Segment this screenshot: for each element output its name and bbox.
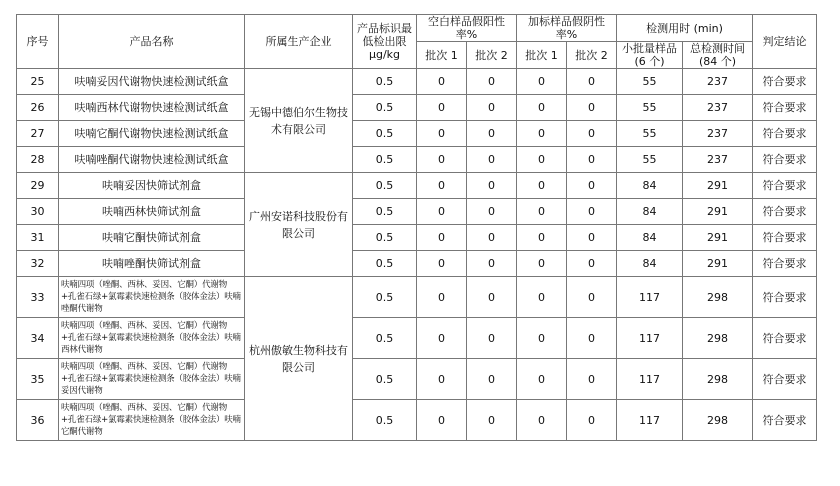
spiked-batch1: 0 xyxy=(517,225,567,251)
spiked-batch1: 0 xyxy=(517,147,567,173)
conclusion: 符合要求 xyxy=(753,251,817,277)
detection-limit: 0.5 xyxy=(353,199,417,225)
table-row xyxy=(17,359,817,400)
spiked-batch2: 0 xyxy=(567,318,617,359)
total-time: 237 xyxy=(683,69,753,95)
total-time: 298 xyxy=(683,359,753,400)
small-batch-time: 117 xyxy=(617,359,683,400)
conclusion: 符合要求 xyxy=(753,95,817,121)
spiked-batch2: 0 xyxy=(567,147,617,173)
spiked-batch2: 0 xyxy=(567,95,617,121)
header-conclusion: 判定结论 xyxy=(753,15,817,69)
detection-limit: 0.5 xyxy=(353,400,417,441)
small-batch-time: 55 xyxy=(617,147,683,173)
spiked-batch2: 0 xyxy=(567,199,617,225)
conclusion: 符合要求 xyxy=(753,199,817,225)
blank-batch1: 0 xyxy=(417,318,467,359)
spiked-batch2: 0 xyxy=(567,400,617,441)
conclusion: 符合要求 xyxy=(753,400,817,441)
product-name: 呋喃四项（唑酮、西林、妥因、它酮）代谢物+孔雀石绿+氯霉素快速检测条（胶体金法）呋喃西林代谢物 xyxy=(59,318,245,359)
blank-batch2: 0 xyxy=(467,199,517,225)
header-spiked-batch1: 批次 1 xyxy=(517,42,567,69)
blank-batch2: 0 xyxy=(467,359,517,400)
blank-batch2: 0 xyxy=(467,69,517,95)
total-time: 291 xyxy=(683,251,753,277)
header-company: 所属生产企业 xyxy=(245,15,353,69)
spiked-batch1: 0 xyxy=(517,69,567,95)
table-row xyxy=(17,251,817,277)
blank-batch1: 0 xyxy=(417,121,467,147)
table-row xyxy=(17,95,817,121)
table-row xyxy=(17,277,817,318)
header-seq: 序号 xyxy=(17,15,59,69)
table-row xyxy=(17,318,817,359)
header-product-name: 产品名称 xyxy=(59,15,245,69)
spiked-batch2: 0 xyxy=(567,277,617,318)
conclusion: 符合要求 xyxy=(753,318,817,359)
blank-batch1: 0 xyxy=(417,277,467,318)
product-name: 呋喃西林代谢物快速检测试纸盒 xyxy=(59,95,245,121)
product-name: 呋喃唑酮代谢物快速检测试纸盒 xyxy=(59,147,245,173)
blank-batch1: 0 xyxy=(417,173,467,199)
spiked-batch1: 0 xyxy=(517,199,567,225)
detection-limit: 0.5 xyxy=(353,225,417,251)
total-time: 237 xyxy=(683,147,753,173)
row-number: 27 xyxy=(17,121,59,147)
blank-batch1: 0 xyxy=(417,199,467,225)
table-row xyxy=(17,173,817,199)
total-time: 237 xyxy=(683,121,753,147)
row-number: 28 xyxy=(17,147,59,173)
conclusion: 符合要求 xyxy=(753,121,817,147)
company-name: 无锡中德伯尔生物技术有限公司 xyxy=(245,69,353,173)
total-time: 291 xyxy=(683,199,753,225)
conclusion: 符合要求 xyxy=(753,277,817,318)
blank-batch2: 0 xyxy=(467,251,517,277)
row-number: 33 xyxy=(17,277,59,318)
small-batch-time: 84 xyxy=(617,173,683,199)
blank-batch1: 0 xyxy=(417,69,467,95)
small-batch-time: 84 xyxy=(617,225,683,251)
detection-limit: 0.5 xyxy=(353,173,417,199)
blank-batch1: 0 xyxy=(417,400,467,441)
table-row xyxy=(17,121,817,147)
small-batch-time: 55 xyxy=(617,121,683,147)
small-batch-time: 117 xyxy=(617,277,683,318)
blank-batch1: 0 xyxy=(417,251,467,277)
product-name: 呋喃它酮快筛试剂盒 xyxy=(59,225,245,251)
small-batch-time: 117 xyxy=(617,318,683,359)
conclusion: 符合要求 xyxy=(753,69,817,95)
spiked-batch2: 0 xyxy=(567,359,617,400)
detection-limit: 0.5 xyxy=(353,95,417,121)
spiked-batch2: 0 xyxy=(567,225,617,251)
spiked-batch2: 0 xyxy=(567,69,617,95)
header-spiked-false-negative: 加标样品假阴性率% xyxy=(517,15,617,42)
row-number: 35 xyxy=(17,359,59,400)
conclusion: 符合要求 xyxy=(753,225,817,251)
table-row xyxy=(17,400,817,441)
spiked-batch1: 0 xyxy=(517,318,567,359)
detection-limit: 0.5 xyxy=(353,147,417,173)
spiked-batch1: 0 xyxy=(517,251,567,277)
total-time: 291 xyxy=(683,173,753,199)
row-number: 32 xyxy=(17,251,59,277)
small-batch-time: 55 xyxy=(617,95,683,121)
conclusion: 符合要求 xyxy=(753,359,817,400)
blank-batch2: 0 xyxy=(467,173,517,199)
spiked-batch1: 0 xyxy=(517,173,567,199)
row-number: 34 xyxy=(17,318,59,359)
total-time: 237 xyxy=(683,95,753,121)
detection-limit: 0.5 xyxy=(353,251,417,277)
row-number: 31 xyxy=(17,225,59,251)
table-row xyxy=(17,147,817,173)
detection-limit: 0.5 xyxy=(353,121,417,147)
row-number: 25 xyxy=(17,69,59,95)
spiked-batch2: 0 xyxy=(567,173,617,199)
total-time: 298 xyxy=(683,277,753,318)
conclusion: 符合要求 xyxy=(753,147,817,173)
blank-batch2: 0 xyxy=(467,277,517,318)
spiked-batch2: 0 xyxy=(567,121,617,147)
blank-batch2: 0 xyxy=(467,318,517,359)
spiked-batch1: 0 xyxy=(517,400,567,441)
row-number: 36 xyxy=(17,400,59,441)
header-blank-batch2: 批次 2 xyxy=(467,42,517,69)
small-batch-time: 84 xyxy=(617,251,683,277)
company-name: 杭州傲敏生物科技有限公司 xyxy=(245,277,353,441)
blank-batch2: 0 xyxy=(467,121,517,147)
blank-batch2: 0 xyxy=(467,400,517,441)
header-blank-batch1: 批次 1 xyxy=(417,42,467,69)
blank-batch2: 0 xyxy=(467,95,517,121)
product-name: 呋喃它酮代谢物快速检测试纸盒 xyxy=(59,121,245,147)
blank-batch1: 0 xyxy=(417,225,467,251)
row-number: 26 xyxy=(17,95,59,121)
total-time: 291 xyxy=(683,225,753,251)
spiked-batch1: 0 xyxy=(517,121,567,147)
spiked-batch1: 0 xyxy=(517,95,567,121)
product-name: 呋喃唑酮快筛试剂盒 xyxy=(59,251,245,277)
product-name: 呋喃西林快筛试剂盒 xyxy=(59,199,245,225)
row-number: 29 xyxy=(17,173,59,199)
blank-batch2: 0 xyxy=(467,147,517,173)
blank-batch1: 0 xyxy=(417,147,467,173)
table-row xyxy=(17,69,817,95)
header-total-time: 总检测时间(84 个) xyxy=(683,42,753,69)
blank-batch2: 0 xyxy=(467,225,517,251)
product-name: 呋喃四项（唑酮、西林、妥因、它酮）代谢物+孔雀石绿+氯霉素快速检测条（胶体金法）呋喃唑酮代谢物 xyxy=(59,277,245,318)
spiked-batch1: 0 xyxy=(517,277,567,318)
detection-limit: 0.5 xyxy=(353,69,417,95)
conclusion: 符合要求 xyxy=(753,173,817,199)
header-spiked-batch2: 批次 2 xyxy=(567,42,617,69)
product-name: 呋喃四项（唑酮、西林、妥因、它酮）代谢物+孔雀石绿+氯霉素快速检测条（胶体金法）呋喃妥因代谢物 xyxy=(59,359,245,400)
row-number: 30 xyxy=(17,199,59,225)
results-table-container xyxy=(16,14,817,441)
detection-limit: 0.5 xyxy=(353,359,417,400)
blank-batch1: 0 xyxy=(417,95,467,121)
table-row xyxy=(17,225,817,251)
total-time: 298 xyxy=(683,400,753,441)
small-batch-time: 117 xyxy=(617,400,683,441)
detection-limit: 0.5 xyxy=(353,318,417,359)
header-detection-time: 检测用时 (min) xyxy=(617,15,753,42)
small-batch-time: 84 xyxy=(617,199,683,225)
product-name: 呋喃妥因快筛试剂盒 xyxy=(59,173,245,199)
header-small-batch: 小批量样品(6 个) xyxy=(617,42,683,69)
header-blank-false-positive: 空白样品假阳性率% xyxy=(417,15,517,42)
total-time: 298 xyxy=(683,318,753,359)
spiked-batch2: 0 xyxy=(567,251,617,277)
product-name: 呋喃四项（唑酮、西林、妥因、它酮）代谢物+孔雀石绿+氯霉素快速检测条（胶体金法）呋喃它酮代谢物 xyxy=(59,400,245,441)
detection-limit: 0.5 xyxy=(353,277,417,318)
small-batch-time: 55 xyxy=(617,69,683,95)
table-row xyxy=(17,199,817,225)
product-name: 呋喃妥因代谢物快速检测试纸盒 xyxy=(59,69,245,95)
header-detection-limit: 产品标识最低检出限μg/kg xyxy=(353,15,417,69)
blank-batch1: 0 xyxy=(417,359,467,400)
spiked-batch1: 0 xyxy=(517,359,567,400)
company-name: 广州安诺科技股份有限公司 xyxy=(245,173,353,277)
results-table xyxy=(16,14,817,441)
